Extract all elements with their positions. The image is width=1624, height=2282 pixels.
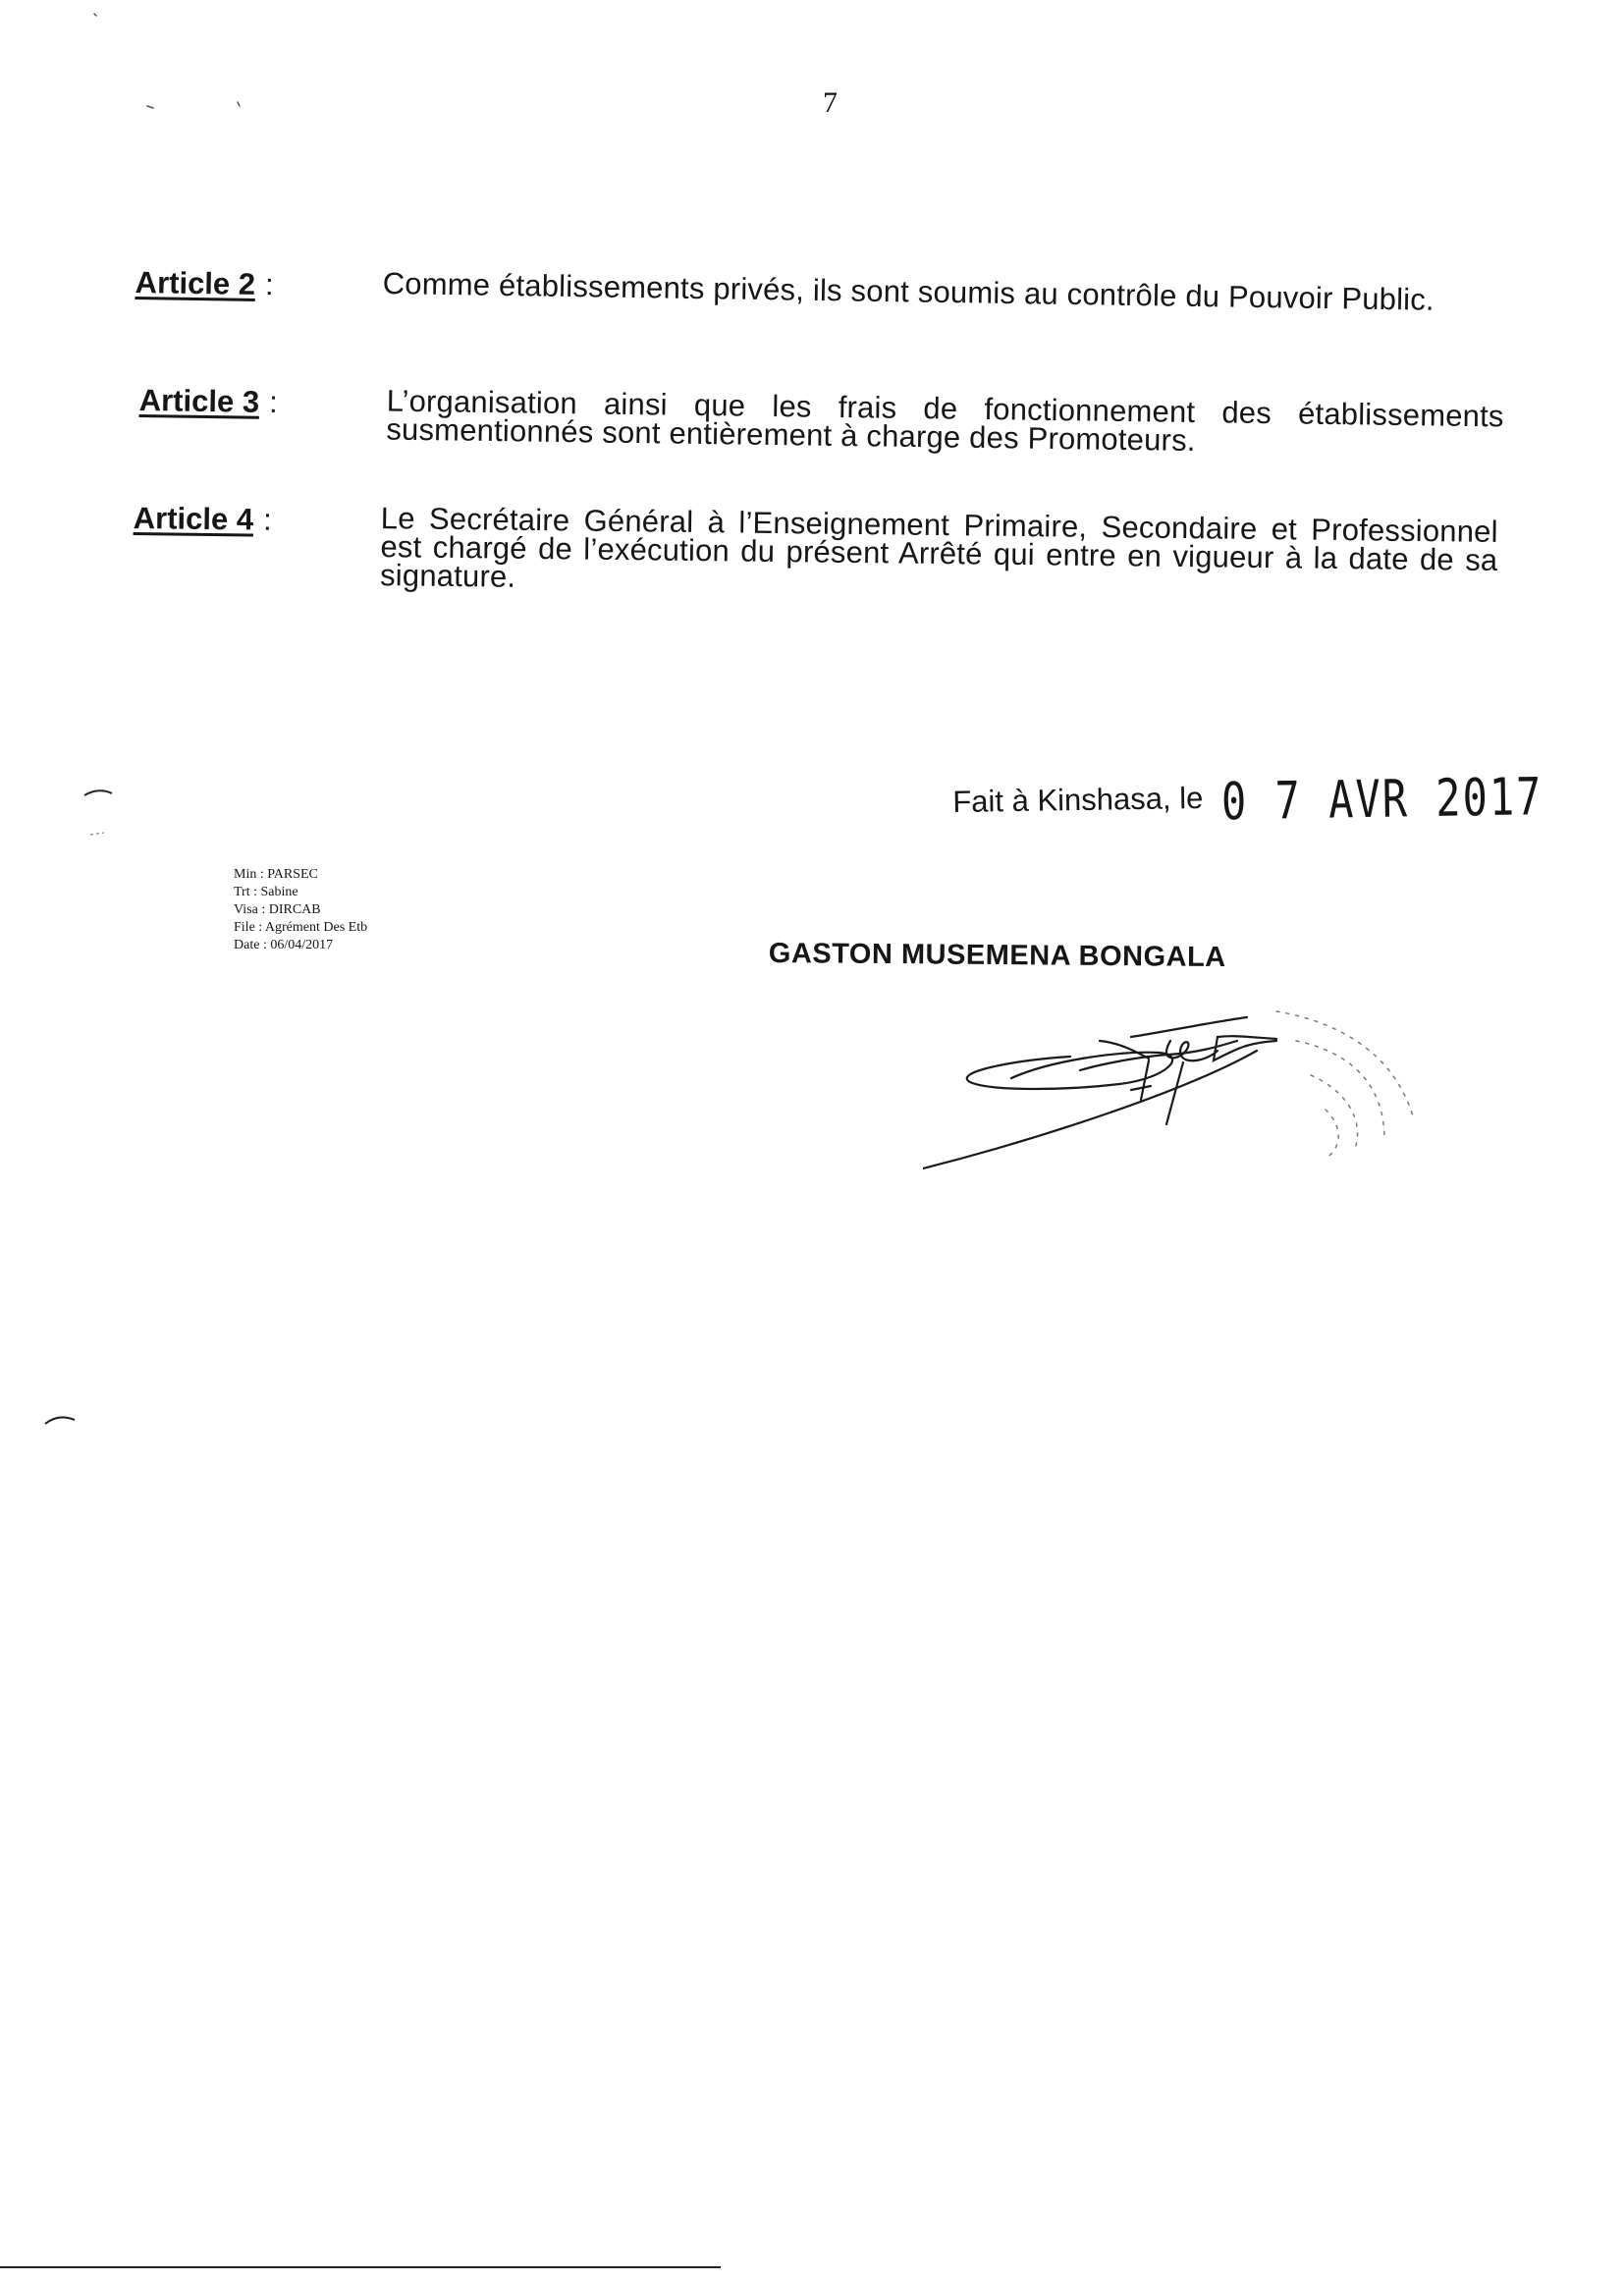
reference-line: Visa : DIRCAB [234,902,321,917]
handwritten-signature [923,982,1512,1188]
scan-speckles [90,8,247,126]
reference-block [234,866,367,954]
signatory-name: GASTON MUSEMENA BONGALA [768,938,1226,974]
scan-mark [43,1412,82,1432]
article-text: Comme établissements privés, ils sont soumis au contrôle du Pouvoir Public. [382,265,1435,317]
article-3 [138,383,1514,459]
place-text: Fait à Kinshasa, le [952,780,1204,819]
reference-line: Date : 06/04/2017 [234,938,334,952]
page-number: 7 [823,86,838,119]
article-label: Article 2 : [135,265,274,302]
reference-line: Min : PARSEC [234,867,318,882]
bottom-rule [0,2266,721,2268]
reference-line: File : Agrément Des Etb [234,920,368,935]
article-text: L’organisation ainsi que les frais de fonctionnement des établissements susmentionnés sont entièrement à charge des Promoteurs. [386,383,1504,459]
article-label: Article 3 : [138,383,278,419]
scan-mark [82,786,122,844]
article-2 [135,265,1510,317]
article-4 [133,501,1508,594]
date-stamp: 0 7 AVR 2017 [1220,766,1543,832]
place-and-date [952,766,1543,832]
article-text: Le Secrétaire Général à l’Enseignement Primaire, Secondaire et Professionnel est chargé de l’exécution du présent Arrêté qui entre en vigueur à la date de sa signature. [379,501,1498,594]
article-label: Article 4 : [133,501,272,537]
reference-line: Trt : Sabine [234,885,298,899]
